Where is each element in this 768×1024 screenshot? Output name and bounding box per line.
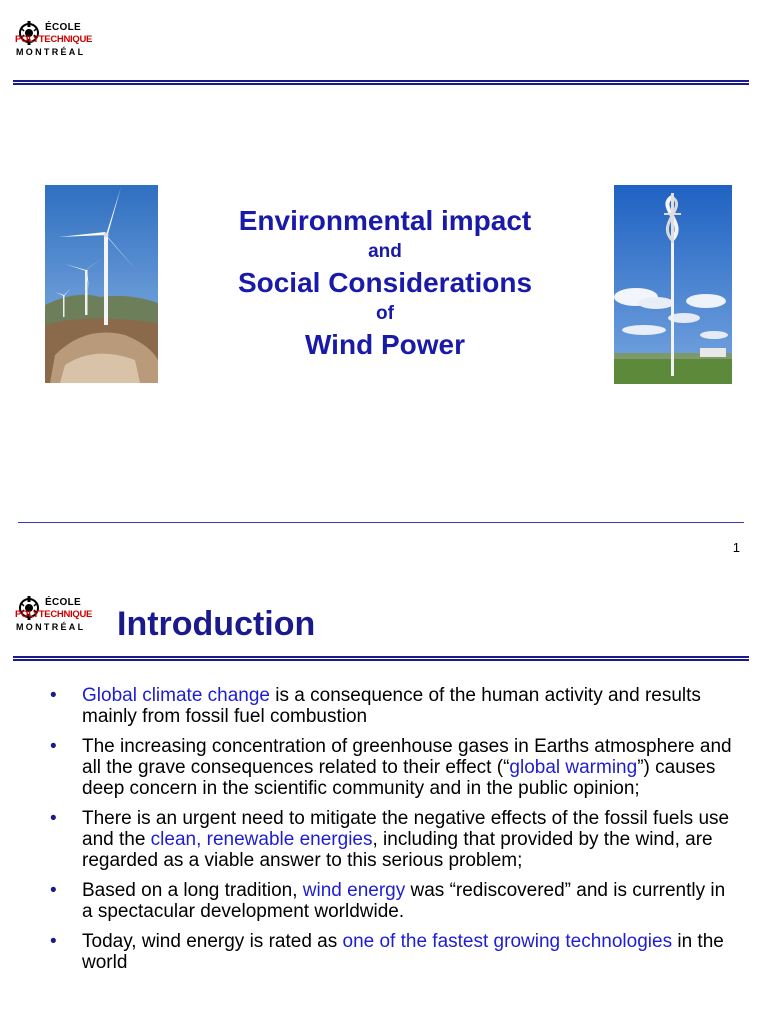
highlight-text: Global climate change xyxy=(82,685,270,706)
logo-text-ecole: ÉCOLE xyxy=(45,22,81,33)
logo-text-polytechnique: POLYTECHNIQUE xyxy=(15,34,93,45)
title-line-environmental-impact: Environmental impact xyxy=(238,205,532,236)
title-line-social-considerations: Social Considerations xyxy=(237,267,533,298)
bullet-text: Today, wind energy is rated as xyxy=(82,931,343,952)
vertical-turbine-photo xyxy=(614,185,732,384)
introduction-slide xyxy=(0,575,768,1024)
bullet-text: , including that provided by the wind, are regarded as a viable answer to this serious problem; xyxy=(82,829,713,871)
highlight-text: wind energy xyxy=(302,880,406,901)
highlight-text: clean, renewable energies xyxy=(150,829,373,850)
logo-text-polytechnique: POLYTECHNIQUE xyxy=(15,609,93,620)
logo-text-montreal: MONTRÉAL xyxy=(16,47,86,57)
logo-text-montreal: MONTRÉAL xyxy=(16,622,86,632)
polytechnique-logo xyxy=(15,18,101,68)
header-divider xyxy=(13,80,749,85)
list-item xyxy=(44,880,734,922)
slide-heading: Introduction xyxy=(117,605,316,643)
title-line-and: and xyxy=(368,241,402,262)
polytechnique-logo xyxy=(15,593,101,643)
list-item xyxy=(44,808,734,871)
page-number: 1 xyxy=(732,540,740,555)
bullet-marker: • xyxy=(50,736,57,757)
bullet-text: was “rediscovered” and is currently in a spectacular development worldwide. xyxy=(82,880,726,922)
title-line-of: of xyxy=(376,303,394,324)
list-item xyxy=(44,931,734,973)
wind-turbines-photo xyxy=(45,185,158,383)
bullet-text: Based on a long tradition, xyxy=(82,880,303,901)
bullet-text: is a consequence of the human activity and results mainly from fossil fuel combustion xyxy=(82,685,701,727)
bullet-text: in the world xyxy=(82,931,724,973)
bullet-marker: • xyxy=(50,808,57,829)
bullet-text: The increasing concentration of greenhouse gases in Earths atmosphere and all the grave consequences related to their effect (“ xyxy=(82,736,732,778)
list-item xyxy=(44,736,734,799)
title-line-wind-power: Wind Power xyxy=(305,329,465,360)
bullet-text: ”) causes deep concern in the scientific community and in the public opinion; xyxy=(82,757,716,799)
highlight-text: one of the fastest growing technologies xyxy=(342,931,673,952)
logo-text-ecole: ÉCOLE xyxy=(45,597,81,608)
bullet-marker: • xyxy=(50,880,57,901)
bullet-marker: • xyxy=(50,685,57,706)
list-item xyxy=(44,685,734,727)
slide-title xyxy=(170,203,600,363)
footer-divider xyxy=(18,522,744,523)
bullet-list xyxy=(44,685,734,982)
highlight-text: global warming xyxy=(509,757,638,778)
bullet-text: There is an urgent need to mitigate the negative effects of the fossil fuels use and the xyxy=(82,808,730,850)
header-divider xyxy=(13,656,749,661)
bullet-marker: • xyxy=(50,931,57,952)
